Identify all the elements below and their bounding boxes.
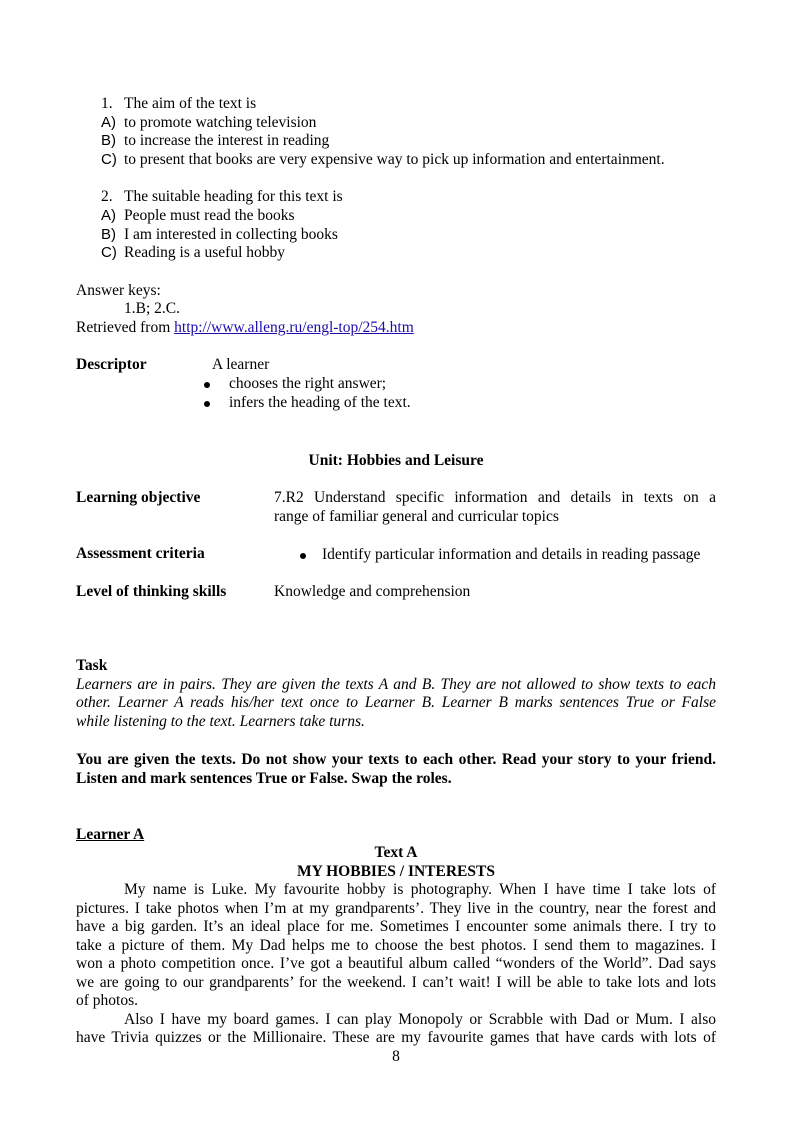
q1-option-b: to increase the interest in reading — [124, 132, 330, 149]
q1-option-b-letter: B) — [101, 132, 116, 149]
q2-option-b: I am interested in collecting books — [124, 226, 338, 243]
retrieved-from-line — [76, 319, 414, 337]
thinking-skills-label: Level of thinking skills — [76, 583, 227, 600]
q1-option-c: to present that books are very expensive way to pick up information and entertainment. — [124, 151, 665, 168]
instruction-line-2: Listen and mark sentences True or False. Swap the roles. — [76, 770, 452, 787]
q2-option-a: People must read the books — [124, 207, 295, 224]
learner-a-label: Learner A — [76, 826, 145, 843]
q1-stem: The aim of the text is — [124, 95, 257, 112]
text-a-label: Text A — [374, 844, 418, 861]
answer-keys-label: Answer keys: — [76, 282, 161, 299]
descriptor-intro: A learner — [212, 356, 270, 373]
retrieved-prefix: Retrieved from — [76, 319, 175, 336]
descriptor-label: Descriptor — [76, 356, 147, 373]
bullet-icon — [204, 382, 210, 388]
source-link[interactable]: http://www.alleng.ru/engl-top/254.htm — [174, 319, 414, 336]
paragraph-1-line: take a picture of them. My Dad helps me to choose the best photos. I send them to magazines. I — [76, 937, 716, 954]
paragraph-1-line: have a big garden. It’s an ideal place for me. Sometimes I encounter some animals there. I try to — [76, 918, 716, 935]
task-line-2: other. Learner A reads his/her text once to Learner B. Learner B marks sentences True or False — [76, 694, 716, 711]
task-line-3: while listening to the text. Learners take turns. — [76, 713, 365, 730]
text-a-heading: MY HOBBIES / INTERESTS — [297, 863, 495, 880]
descriptor-item-2: infers the heading of the text. — [229, 394, 411, 411]
q1-option-a-letter: A) — [101, 114, 116, 131]
paragraph-2-line: Also I have my board games. I can play Monopoly or Scrabble with Dad or Mum. I also — [124, 1011, 716, 1028]
page-number: 8 — [392, 1048, 400, 1065]
instruction-line-1: You are given the texts. Do not show your texts to each other. Read your story to your friend. — [76, 751, 716, 768]
paragraph-1-line: of photos. — [76, 992, 138, 1009]
q2-option-c-letter: C) — [101, 244, 117, 261]
unit-title: Unit: Hobbies and Leisure — [308, 452, 484, 469]
paragraph-2-line: have Trivia quizzes or the Millionaire. These are my favourite games that have cards with lots of — [76, 1029, 716, 1046]
q1-number: 1. — [101, 95, 113, 112]
bullet-icon — [300, 553, 306, 559]
learning-objective-line1: 7.R2 Understand specific information and details in texts on a — [274, 489, 716, 506]
q2-option-b-letter: B) — [101, 226, 116, 243]
paragraph-1-line: My name is Luke. My favourite hobby is photography. When I have time I take lots of — [124, 881, 716, 898]
learning-objective-line2: range of familiar general and curricular topics — [274, 508, 559, 525]
q1-option-c-letter: C) — [101, 151, 117, 168]
q1-option-a: to promote watching television — [124, 114, 317, 131]
descriptor-item-1: chooses the right answer; — [229, 375, 387, 392]
paragraph-1-line: we are going to our grandparents’ for the weekend. I can’t wait! I will be able to take lots and lots — [76, 974, 716, 991]
task-label: Task — [76, 657, 108, 674]
q2-option-c: Reading is a useful hobby — [124, 244, 286, 261]
answer-keys-value: 1.B; 2.C. — [124, 300, 180, 317]
thinking-skills-value: Knowledge and comprehension — [274, 583, 471, 600]
q2-number: 2. — [101, 188, 113, 205]
learning-objective-label: Learning objective — [76, 489, 201, 506]
paragraph-1-line: pictures. I take photos when I’m at my grandparents’. They live in the country, near the forest and — [76, 900, 716, 917]
bullet-icon — [204, 401, 210, 407]
task-line-1: Learners are in pairs. They are given the texts A and B. They are not allowed to show texts to each — [76, 676, 716, 693]
assessment-criteria-item: Identify particular information and details in reading passage — [322, 546, 701, 563]
assessment-criteria-label: Assessment criteria — [76, 545, 205, 562]
paragraph-1-line: won a photo competition once. I’ve got a beautiful album called “wonders of the World”. Dad says — [76, 955, 716, 972]
q2-option-a-letter: A) — [101, 207, 116, 224]
q2-stem: The suitable heading for this text is — [124, 188, 343, 205]
